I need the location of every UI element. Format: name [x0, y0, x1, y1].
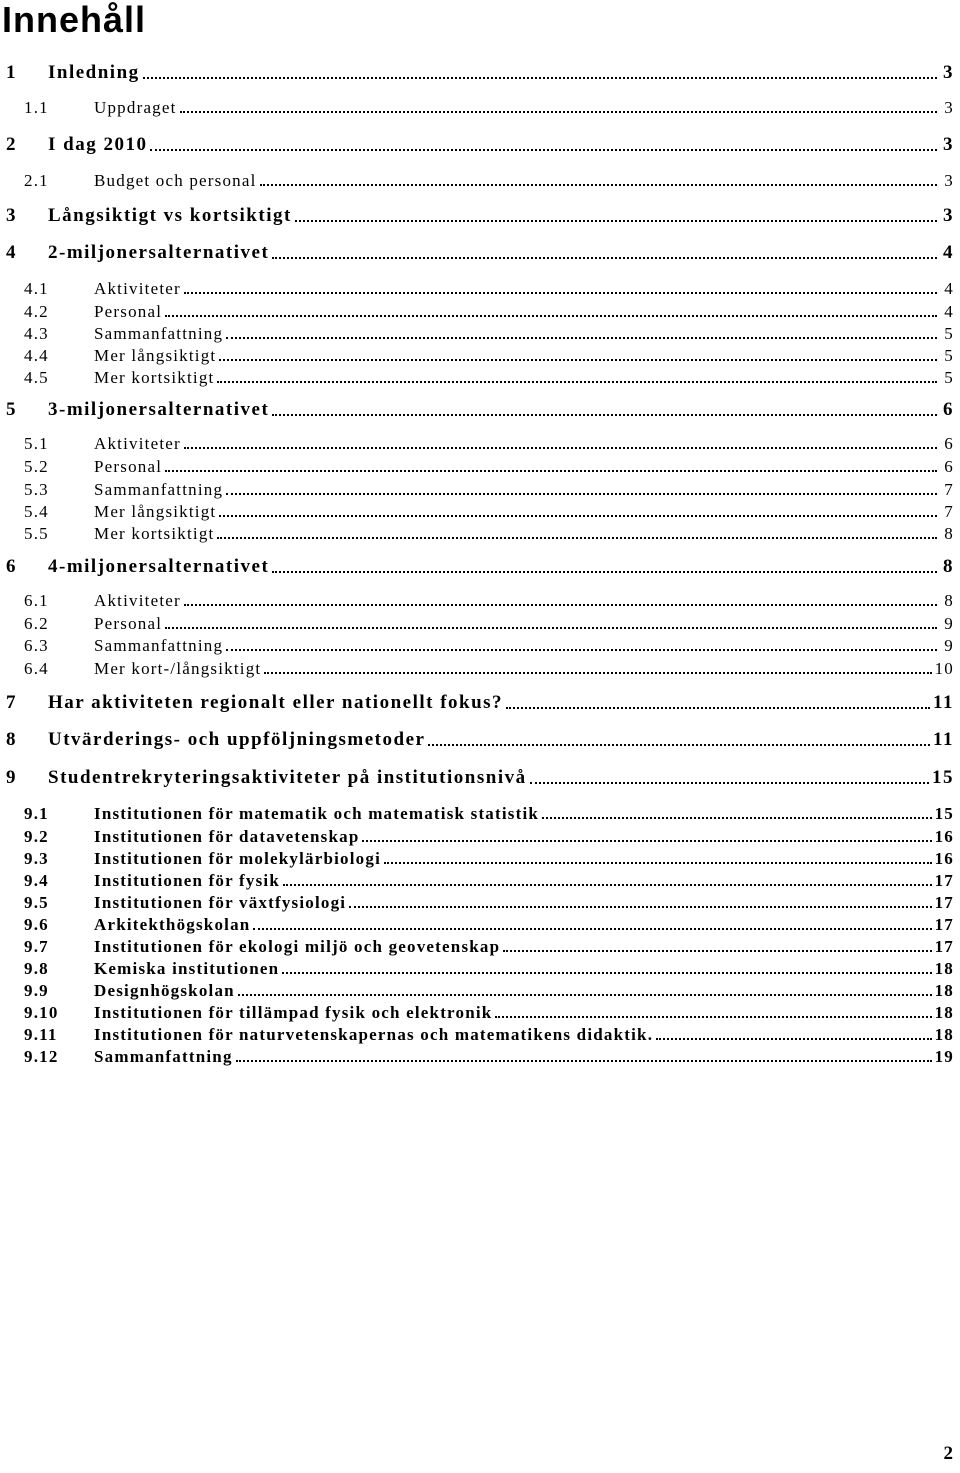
toc-dot-leader: [184, 292, 937, 294]
toc-entry-title: Mer långsiktigt: [94, 502, 217, 521]
toc-dot-leader: [362, 840, 931, 842]
toc-entry[interactable]: [0, 823, 960, 847]
toc-dot-leader: [184, 604, 937, 606]
toc-entry-page: 4: [943, 242, 954, 263]
toc-entry[interactable]: [0, 476, 960, 500]
toc-entry[interactable]: [0, 298, 960, 322]
toc-entry-number: 9: [6, 767, 17, 788]
toc-entry-number: 4: [6, 242, 17, 263]
page-number: 2: [943, 1443, 954, 1464]
toc-dot-leader: [184, 447, 937, 449]
toc-dot-leader: [236, 1060, 932, 1062]
toc-dot-leader: [295, 220, 937, 222]
toc-entry-number: 5.3: [24, 480, 49, 499]
toc-dot-leader: [530, 782, 929, 784]
toc-entry-number: 4.1: [24, 279, 49, 298]
toc-entry-title: Sammanfattning: [94, 636, 224, 655]
toc-entry-title: Kemiska institutionen: [94, 959, 280, 978]
toc-entry-title: I dag 2010: [48, 134, 148, 155]
toc-entry-title: Institutionen för molekylärbiologi: [94, 849, 382, 868]
toc-entry-title: Institutionen för datavetenskap: [94, 827, 360, 846]
toc-entry[interactable]: [0, 889, 960, 913]
toc-entry-title: Personal: [94, 457, 163, 476]
toc-entry[interactable]: [0, 203, 960, 227]
toc-entry[interactable]: [0, 955, 960, 979]
toc-dot-leader: [349, 906, 931, 908]
toc-dot-leader: [503, 950, 931, 952]
toc-entry[interactable]: [0, 430, 960, 454]
toc-entry-title: Institutionen för naturvetenskapernas och matematikens didaktik.: [94, 1025, 654, 1044]
toc-entry-page: 3: [944, 98, 954, 117]
toc-dot-leader: [180, 111, 937, 113]
toc-entry-title: Sammanfattning: [94, 324, 224, 343]
toc-entry-page: 5: [944, 346, 954, 365]
toc-entry-title: Arkitekthögskolan: [94, 915, 251, 934]
toc-entry[interactable]: [0, 240, 960, 264]
toc-entry[interactable]: [0, 132, 960, 156]
toc-entry[interactable]: [0, 397, 960, 421]
toc-entry[interactable]: [0, 275, 960, 299]
toc-entry[interactable]: [0, 587, 960, 611]
toc-entry[interactable]: [0, 911, 960, 935]
toc-dot-leader: [272, 414, 937, 416]
toc-entry-page: 15: [934, 804, 954, 823]
toc-entry-title: 2-miljonersalternativet: [48, 242, 270, 263]
toc-entry-number: 9.11: [24, 1025, 58, 1044]
toc-entry[interactable]: [0, 320, 960, 344]
toc-dot-leader: [253, 928, 931, 930]
toc-entry-number: 9.9: [24, 981, 49, 1000]
toc-entry[interactable]: [0, 632, 960, 656]
toc-dot-leader: [238, 994, 932, 996]
toc-entry[interactable]: [0, 610, 960, 634]
toc-entry-number: 6.4: [24, 659, 49, 678]
toc-entry-number: 4.5: [24, 368, 49, 387]
toc-entry-page: 3: [944, 171, 954, 190]
toc-entry-number: 6.2: [24, 614, 49, 633]
toc-entry-title: Uppdraget: [94, 98, 177, 117]
toc-entry-page: 15: [932, 767, 954, 788]
toc-entry-number: 7: [6, 692, 17, 713]
toc-entry[interactable]: [0, 933, 960, 957]
toc-dot-leader: [165, 627, 937, 629]
toc-dot-leader: [165, 470, 937, 472]
toc-entry-title: Aktiviteter: [94, 434, 181, 453]
toc-entry-page: 9: [944, 636, 954, 655]
toc-entry-title: Sammanfattning: [94, 480, 224, 499]
toc-entry-number: 9.6: [24, 915, 49, 934]
toc-entry-number: 9.8: [24, 959, 49, 978]
toc-entry-page: 3: [943, 62, 954, 83]
toc-entry[interactable]: [0, 1021, 960, 1045]
toc-dot-leader: [143, 77, 937, 79]
toc-entry-number: 6.1: [24, 591, 49, 610]
toc-entry-page: 5: [944, 368, 954, 387]
toc-entry-page: 3: [943, 205, 954, 226]
toc-entry-page: 6: [944, 457, 954, 476]
toc-entry[interactable]: [0, 167, 960, 191]
toc-entry-title: Personal: [94, 614, 163, 633]
toc-dot-leader: [217, 537, 937, 539]
toc-entry-title: Personal: [94, 302, 163, 321]
toc-entry[interactable]: [0, 800, 960, 824]
toc-entry-number: 4.2: [24, 302, 49, 321]
toc-entry-number: 4.4: [24, 346, 49, 365]
toc-dot-leader: [506, 707, 930, 709]
toc-entry-number: 2.1: [24, 171, 49, 190]
toc-entry-title: 3-miljonersalternativet: [48, 399, 270, 420]
toc-entry-number: 4.3: [24, 324, 49, 343]
toc-entry-page: 16: [934, 827, 954, 846]
toc-dot-leader: [226, 649, 937, 651]
toc-entry-number: 5.2: [24, 457, 49, 476]
toc-entry-number: 5: [6, 399, 17, 420]
toc-dot-leader: [226, 337, 937, 339]
toc-entry-page: 5: [944, 324, 954, 343]
toc-entry-page: 9: [944, 614, 954, 633]
toc-entry-title: Mer kortsiktigt: [94, 524, 215, 543]
toc-dot-leader: [282, 972, 931, 974]
toc-entry[interactable]: [0, 977, 960, 1001]
toc-entry-title: Har aktiviteten regionalt eller nationellt fokus?: [48, 692, 504, 713]
toc-entry[interactable]: [0, 498, 960, 522]
toc-entry-page: 17: [934, 871, 954, 890]
toc-entry[interactable]: [0, 845, 960, 869]
toc-entry-page: 6: [944, 434, 954, 453]
toc-dot-leader: [219, 515, 937, 517]
toc-dot-leader: [428, 744, 930, 746]
toc-dot-leader: [272, 571, 937, 573]
toc-entry-number: 1.1: [24, 98, 49, 117]
toc-entry-number: 9.2: [24, 827, 49, 846]
toc-entry-title: Inledning: [48, 62, 140, 83]
toc-entry-page: 7: [944, 480, 954, 499]
toc-entry-page: 10: [934, 659, 954, 678]
toc-entry-page: 11: [933, 692, 954, 713]
toc-entry-number: 3: [6, 205, 17, 226]
toc-entry-page: 18: [934, 1003, 954, 1022]
toc-entry[interactable]: [0, 727, 960, 751]
toc-entry-title: Sammanfattning: [94, 1047, 233, 1066]
toc-entry[interactable]: [0, 655, 960, 679]
toc-dot-leader: [264, 672, 931, 674]
toc-dot-leader: [165, 315, 937, 317]
toc-entry-page: 4: [944, 302, 954, 321]
toc-dot-leader: [226, 493, 937, 495]
toc-entry-number: 9.12: [24, 1047, 59, 1066]
toc-entry-title: Mer kort-/långsiktigt: [94, 659, 262, 678]
toc-entry-title: Budget och personal: [94, 171, 257, 190]
toc-entry-page: 18: [934, 981, 954, 1000]
toc-dot-leader: [283, 884, 932, 886]
toc-entry[interactable]: [0, 690, 960, 714]
toc-entry-page: 3: [943, 134, 954, 155]
toc-entry[interactable]: [0, 867, 960, 891]
toc-dot-leader: [217, 381, 937, 383]
toc-entry[interactable]: [0, 60, 960, 84]
toc-entry-number: 5.5: [24, 524, 49, 543]
toc-entry-title: 4-miljonersalternativet: [48, 556, 270, 577]
toc-entry-page: 7: [944, 502, 954, 521]
toc-entry-page: 17: [934, 915, 954, 934]
toc-entry-page: 18: [934, 959, 954, 978]
toc-entry-number: 6: [6, 556, 17, 577]
toc-entry[interactable]: [0, 94, 960, 118]
toc-entry-number: 6.3: [24, 636, 49, 655]
toc-dot-leader: [150, 149, 937, 151]
toc-dot-leader: [260, 184, 937, 186]
toc-entry[interactable]: [0, 453, 960, 477]
toc-entry[interactable]: [0, 999, 960, 1023]
toc-entry-number: 9.4: [24, 871, 49, 890]
toc-dot-leader: [495, 1016, 931, 1018]
toc-entry[interactable]: [0, 1043, 960, 1067]
toc-entry-page: 18: [934, 1025, 954, 1044]
toc-entry-title: Aktiviteter: [94, 591, 181, 610]
toc-dot-leader: [384, 862, 932, 864]
toc-entry-page: 19: [934, 1047, 954, 1066]
toc-entry-title: Institutionen för växtfysiologi: [94, 893, 347, 912]
toc-entry-page: 11: [933, 729, 954, 750]
toc-entry-page: 8: [944, 524, 954, 543]
toc-entry-page: 8: [944, 591, 954, 610]
toc-dot-leader: [656, 1038, 931, 1040]
toc-dot-leader: [219, 359, 937, 361]
toc-entry-number: 5.1: [24, 434, 49, 453]
toc-entry-title: Utvärderings- och uppföljningsmetoder: [48, 729, 426, 750]
toc-entry-number: 9.7: [24, 937, 49, 956]
toc-entry-title: Institutionen för fysik: [94, 871, 280, 890]
toc-entry-title: Designhögskolan: [94, 981, 235, 1000]
toc-entry-page: 17: [934, 937, 954, 956]
toc-entry-title: Institutionen för matematik och matematisk statistik: [94, 804, 540, 823]
toc-entry-number: 9.10: [24, 1003, 59, 1022]
toc-entry-page: 8: [943, 556, 954, 577]
toc-entry-title: Studentrekryteringsaktiviteter på institutionsnivå: [48, 767, 527, 788]
toc-entry[interactable]: [0, 342, 960, 366]
toc-entry-number: 9.5: [24, 893, 49, 912]
toc-entry-title: Mer kortsiktigt: [94, 368, 215, 387]
toc-entry-number: 8: [6, 729, 17, 750]
toc-entry-title: Långsiktigt vs kortsiktigt: [48, 205, 292, 226]
toc-entry-page: 17: [934, 893, 954, 912]
toc-entry-title: Institutionen för ekologi miljö och geovetenskap: [94, 937, 501, 956]
toc-entry-number: 9.1: [24, 804, 49, 823]
toc-dot-leader: [272, 257, 937, 259]
toc-entry-number: 5.4: [24, 502, 49, 521]
toc-entry-number: 1: [6, 62, 17, 83]
toc-entry-number: 9.3: [24, 849, 49, 868]
page-title: Innehåll: [2, 0, 147, 40]
toc-entry-page: 4: [944, 279, 954, 298]
toc-entry[interactable]: [0, 364, 960, 388]
toc-entry-number: 2: [6, 134, 17, 155]
toc-entry[interactable]: [0, 765, 960, 789]
toc-entry-page: 16: [934, 849, 954, 868]
toc-entry-page: 6: [943, 399, 954, 420]
toc-entry-title: Mer långsiktigt: [94, 346, 217, 365]
toc-dot-leader: [542, 817, 932, 819]
toc-entry[interactable]: [0, 554, 960, 578]
toc-entry[interactable]: [0, 520, 960, 544]
toc-entry-title: Institutionen för tillämpad fysik och elektronik: [94, 1003, 493, 1022]
toc-entry-title: Aktiviteter: [94, 279, 181, 298]
